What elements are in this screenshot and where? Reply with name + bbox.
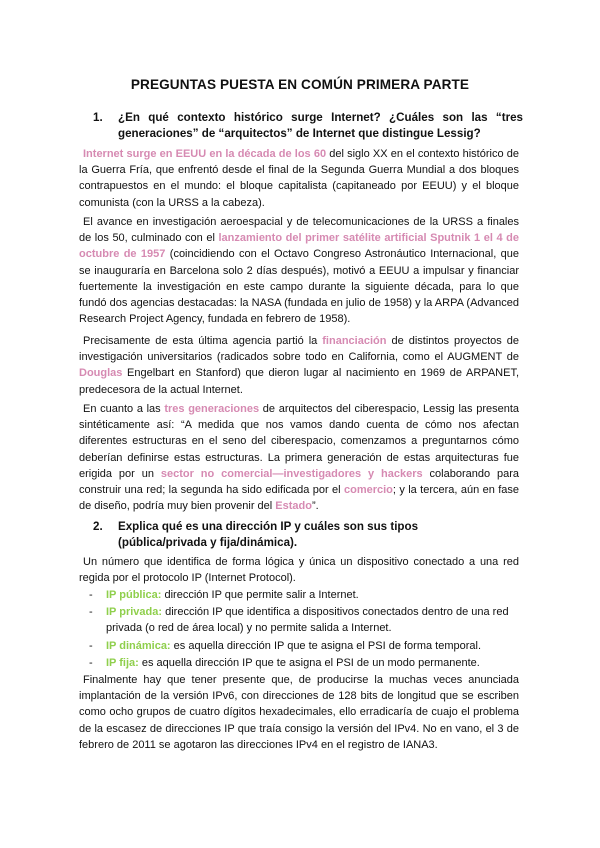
body-text: ; y la tercera, aún en fase de diseño, podría muy bien provenir del bbox=[79, 484, 519, 513]
body-text: colaborando para construir una red; la segunda ha sido edificada por el bbox=[79, 467, 519, 497]
paragraph-1 bbox=[79, 146, 519, 211]
paragraph-6 bbox=[79, 672, 519, 753]
page-title: PREGUNTAS PUESTA EN COMÚN PRIMERA PARTE bbox=[130, 77, 470, 92]
body-text: (coincidiendo con el Octavo Congreso Astronáutico Internacional, que se inauguraría en Barcelona solo 2 días después), motivó a EEUU a impulsar y financiar fuertemente la investigación en este campo durante la siguiente década, para lo que fundó dos agencias destacadas: la NASA (fundada en julio de 1958) y la ARPA (Advanced Research Project Agency, fundada en febrero de 1958). bbox=[79, 248, 519, 326]
question-2 bbox=[93, 519, 493, 551]
list-description: es aquella dirección IP que te asigna el PSI de un modo permanente. bbox=[138, 657, 480, 669]
highlight-text: financiación bbox=[322, 335, 387, 347]
body-text: Precisamente de esta última agencia partió la bbox=[83, 335, 323, 347]
list-term: IP fija: bbox=[106, 657, 139, 669]
question-text: Explica qué es una dirección IP y cuáles son sus tipos (pública/privada y fija/dinámica). bbox=[118, 520, 419, 549]
body-text: Finalmente hay que tener presente que, de producirse la muchas veces anunciada implantación de la versión IPv6, con direcciones de 128 bits de longitud que se escriben como ocho grupos de cuatro dígitos hexadecimales, ello erradicaría de cuajo el problema de la escasez de direcciones IP que traía consigo la versión del IPv4. No en vano, el 3 de febrero de 2011 se agotaron las direcciones IPv4 en el registro de IANA3. bbox=[79, 674, 519, 751]
list-dash: - bbox=[89, 640, 93, 652]
list-term: IP dinámica: bbox=[106, 640, 171, 652]
body-text: En cuanto a las bbox=[83, 403, 165, 415]
question-text: ¿En qué contexto histórico surge Internet? ¿Cuáles son las “tres generaciones” de “arquitectos” de Internet que distingue Lessig? bbox=[118, 111, 523, 140]
highlight-text: comercio bbox=[343, 484, 393, 497]
body-text: del siglo XX en el contexto histórico de la Guerra Fría, que enfrentó desde el final de la Segunda Guerra Mundial a dos bloques contrapuestos en el mundo: el bloque capitalista (capitaneado por EEUU) y el bloque comunista (con la URSS a la cabeza). bbox=[79, 148, 519, 209]
question-1 bbox=[93, 110, 523, 142]
list-dash: - bbox=[89, 589, 93, 601]
paragraph-4 bbox=[79, 401, 519, 514]
paragraph-5 bbox=[79, 554, 519, 586]
list-item bbox=[89, 587, 518, 603]
list-term: IP privada: bbox=[106, 606, 163, 618]
highlight-text: sector no comercial—investigadores y hackers bbox=[160, 467, 423, 480]
list-description: dirección IP que permite salir a Internet. bbox=[161, 589, 359, 601]
paragraph-3 bbox=[79, 333, 519, 398]
list-description: dirección IP que identifica a dispositivos conectados dentro de una red privada (o red de área local) y no permite salida a Internet. bbox=[106, 606, 509, 635]
list-item bbox=[89, 655, 518, 671]
list-dash: - bbox=[89, 606, 93, 618]
body-text: Engelbart en Stanford) que dieron lugar al nacimiento en 1969 de ARPANET, predecesora de la actual Internet. bbox=[79, 367, 519, 396]
body-text: El avance en investigación aeroespacial y de telecomunicaciones de la URSS a finales de los 50, culminado con el bbox=[79, 216, 519, 245]
body-text: de distintos proyectos de investigación universitarios (radicados sobre todo en California, como el AUGMENT de bbox=[79, 335, 519, 364]
list-item bbox=[89, 604, 518, 636]
body-text: de arquitectos del ciberespacio, Lessig las presenta sintéticamente así: “A medida que nos vamos dando cuenta de cómo nos afectan diferentes estructuras en el seno del ciberespacio, comenzamos a preguntarnos cómo deberían definirse estas estructuras. La primera generación de estas arquitecturas fue erigida por un bbox=[79, 403, 520, 480]
highlight-text: lanzamiento del primer satélite artificial Sputnik 1 el 4 de octubre de 1957 bbox=[79, 232, 519, 261]
list-dash: - bbox=[89, 657, 93, 669]
paragraph-2 bbox=[79, 214, 519, 327]
list-term: IP pública: bbox=[106, 589, 162, 601]
highlight-text: Internet surge en EEUU en la década de los 60 bbox=[83, 148, 327, 160]
list-item bbox=[89, 638, 518, 654]
highlight-text: Estado bbox=[275, 500, 312, 513]
list-description: es aquella dirección IP que te asigna el PSI de forma temporal. bbox=[170, 640, 482, 652]
highlight-text: Douglas bbox=[79, 367, 123, 380]
highlight-text: tres generaciones bbox=[164, 403, 260, 415]
question-number: 2. bbox=[93, 520, 103, 533]
body-text: ”. bbox=[311, 500, 319, 513]
question-number: 1. bbox=[93, 111, 103, 124]
body-text: Un número que identifica de forma lógica y única un dispositivo conectado a una red regida por el protocolo IP (Internet Protocol). bbox=[79, 556, 519, 585]
